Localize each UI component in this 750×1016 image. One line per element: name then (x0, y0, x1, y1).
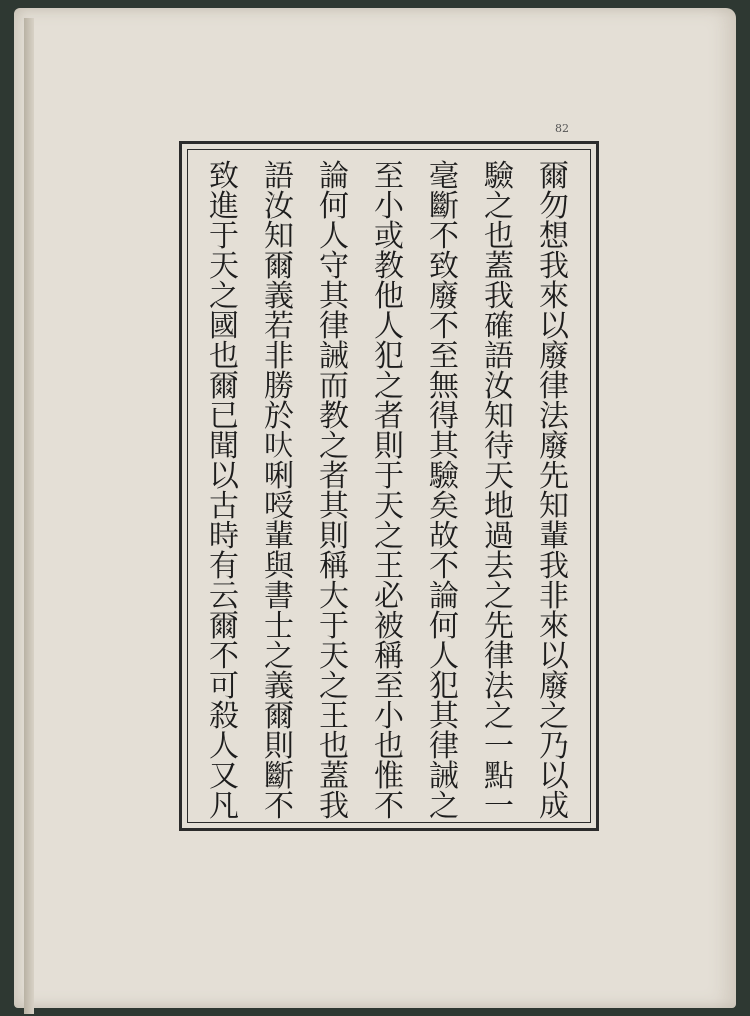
column-character: 語 (484, 339, 514, 374)
column-character: 之 (374, 519, 404, 554)
column-character: 論 (319, 159, 349, 194)
column-character: 則 (319, 519, 349, 554)
column-character: 人 (374, 309, 404, 344)
book-page (14, 8, 736, 1008)
column-character: 之 (319, 429, 349, 464)
column-character: 律 (319, 309, 349, 344)
column-character: 非 (539, 579, 569, 614)
column-character: 去 (484, 549, 514, 584)
column-character: 廢 (539, 339, 569, 374)
column-character: 誡 (429, 759, 459, 794)
column-character: 聞 (209, 429, 239, 464)
column-character: 我 (539, 249, 569, 284)
column-character: 廢 (539, 669, 569, 704)
column-character: 爾 (264, 249, 294, 284)
column-character: 人 (429, 639, 459, 674)
column-character: 犯 (374, 339, 404, 374)
column-character: 則 (264, 729, 294, 764)
column-character: 爾 (539, 159, 569, 194)
column-character: 汝 (484, 369, 514, 404)
column-character: 其 (319, 489, 349, 524)
column-character: 勿 (539, 189, 569, 224)
column-character: 凡 (209, 789, 239, 824)
column-character: 知 (484, 399, 514, 434)
column-character: 他 (374, 279, 404, 314)
column-character: 人 (209, 729, 239, 764)
column-character: 蓋 (319, 759, 349, 794)
column-character: 知 (264, 219, 294, 254)
column-character: 我 (484, 279, 514, 314)
column-character: 先 (539, 459, 569, 494)
column-character: 天 (484, 459, 514, 494)
text-column-5 (314, 159, 354, 824)
column-character: 之 (484, 699, 514, 734)
column-character: 輩 (264, 519, 294, 554)
column-character: 至 (374, 159, 404, 194)
column-character: 時 (209, 519, 239, 554)
column-character: 可 (209, 669, 239, 704)
column-character: 不 (264, 789, 294, 824)
column-character: 㖟 (264, 489, 294, 524)
column-character: 不 (209, 639, 239, 674)
column-character: 已 (209, 399, 239, 434)
column-character: 也 (484, 219, 514, 254)
column-character: 以 (539, 309, 569, 344)
page-number: 82 (555, 122, 569, 135)
column-character: 書 (264, 579, 294, 614)
column-character: 於 (264, 399, 294, 434)
column-character: 勝 (264, 369, 294, 404)
column-character: 其 (429, 429, 459, 464)
column-character: 爾 (209, 609, 239, 644)
column-character: 王 (374, 549, 404, 584)
column-character: 一 (484, 789, 514, 824)
column-character: 天 (374, 489, 404, 524)
column-character: 律 (429, 729, 459, 764)
column-character: 蓋 (484, 249, 514, 284)
column-character: 律 (484, 639, 514, 674)
column-character: 者 (374, 399, 404, 434)
column-character: 致 (429, 249, 459, 284)
column-character: 何 (429, 609, 459, 644)
column-character: 天 (319, 639, 349, 674)
column-character: 以 (209, 459, 239, 494)
column-character: 我 (539, 549, 569, 584)
column-character: 來 (539, 609, 569, 644)
column-character: 殺 (209, 699, 239, 734)
column-character: 點 (484, 759, 514, 794)
column-character: 不 (374, 789, 404, 824)
column-character: 斷 (264, 759, 294, 794)
column-character: 者 (319, 459, 349, 494)
column-character: 語 (264, 159, 294, 194)
column-character: 何 (319, 189, 349, 224)
column-character: 天 (209, 249, 239, 284)
column-character: 法 (539, 399, 569, 434)
column-character: 一 (484, 729, 514, 764)
column-character: 稱 (319, 549, 349, 584)
column-character: 之 (539, 699, 569, 734)
column-character: 故 (429, 519, 459, 554)
text-frame (179, 141, 599, 831)
column-character: 得 (429, 399, 459, 434)
column-character: 矣 (429, 489, 459, 524)
column-character: 之 (484, 189, 514, 224)
column-character: 我 (319, 789, 349, 824)
column-character: 必 (374, 579, 404, 614)
column-character: 犯 (429, 669, 459, 704)
column-character: 廢 (539, 429, 569, 464)
column-character: 至 (429, 339, 459, 374)
column-character: 之 (374, 369, 404, 404)
column-character: 有 (209, 549, 239, 584)
column-character: 于 (209, 219, 239, 254)
column-character: 若 (264, 309, 294, 344)
column-character: 地 (484, 489, 514, 524)
column-character: 驗 (429, 459, 459, 494)
column-character: 人 (319, 219, 349, 254)
column-character: 爾 (264, 699, 294, 734)
column-character: 不 (429, 309, 459, 344)
column-character: 汝 (264, 189, 294, 224)
column-character: 成 (539, 789, 569, 824)
vertical-text-block (204, 159, 574, 824)
column-character: 義 (264, 669, 294, 704)
column-character: 又 (209, 759, 239, 794)
column-character: 也 (374, 729, 404, 764)
text-column-7 (204, 159, 244, 824)
column-character: 守 (319, 249, 349, 284)
column-character: 知 (539, 489, 569, 524)
column-character: 以 (539, 759, 569, 794)
text-column-3 (424, 159, 464, 824)
column-character: 教 (374, 249, 404, 284)
column-character: 于 (319, 609, 349, 644)
column-character: 想 (539, 219, 569, 254)
column-character: 不 (429, 549, 459, 584)
column-character: 小 (374, 189, 404, 224)
column-character: 律 (539, 369, 569, 404)
column-character: 先 (484, 609, 514, 644)
column-character: 而 (319, 369, 349, 404)
column-character: 之 (484, 579, 514, 614)
column-character: 來 (539, 279, 569, 314)
column-character: 古 (209, 489, 239, 524)
column-character: 其 (429, 699, 459, 734)
column-character: 驗 (484, 159, 514, 194)
column-character: 于 (374, 459, 404, 494)
column-character: 云 (209, 579, 239, 614)
column-character: 或 (374, 219, 404, 254)
column-character: 也 (319, 729, 349, 764)
column-character: 士 (264, 609, 294, 644)
column-character: 之 (209, 279, 239, 314)
text-column-1 (534, 159, 574, 824)
column-character: 爾 (209, 369, 239, 404)
column-character: 誡 (319, 339, 349, 374)
column-character: 教 (319, 399, 349, 434)
column-character: 則 (374, 429, 404, 464)
column-character: 王 (319, 699, 349, 734)
column-character: 論 (429, 579, 459, 614)
column-character: 之 (429, 789, 459, 824)
text-column-2 (479, 159, 519, 824)
column-character: 非 (264, 339, 294, 374)
column-character: 大 (319, 579, 349, 614)
column-character: 至 (374, 669, 404, 704)
column-character: 之 (319, 669, 349, 704)
column-character: 被 (374, 609, 404, 644)
column-character: 乃 (539, 729, 569, 764)
page-binding-edge (24, 18, 34, 1014)
column-character: 稱 (374, 639, 404, 674)
column-character: 過 (484, 519, 514, 554)
column-character: 廢 (429, 279, 459, 314)
column-character: 國 (209, 309, 239, 344)
column-character: 毫 (429, 159, 459, 194)
column-character: 致 (209, 159, 239, 194)
text-column-4 (369, 159, 409, 824)
column-character: 義 (264, 279, 294, 314)
column-character: 其 (319, 279, 349, 314)
column-character: 之 (264, 639, 294, 674)
column-character: 與 (264, 549, 294, 584)
column-character: 輩 (539, 519, 569, 554)
column-character: 唎 (264, 459, 294, 494)
column-character: 法 (484, 669, 514, 704)
column-character: 小 (374, 699, 404, 734)
column-character: 待 (484, 429, 514, 464)
column-character: 斷 (429, 189, 459, 224)
text-column-6 (259, 159, 299, 824)
column-character: 確 (484, 309, 514, 344)
column-character: 𠯈 (264, 429, 294, 464)
column-character: 惟 (374, 759, 404, 794)
column-character: 進 (209, 189, 239, 224)
column-character: 無 (429, 369, 459, 404)
column-character: 不 (429, 219, 459, 254)
column-character: 也 (209, 339, 239, 374)
column-character: 以 (539, 639, 569, 674)
